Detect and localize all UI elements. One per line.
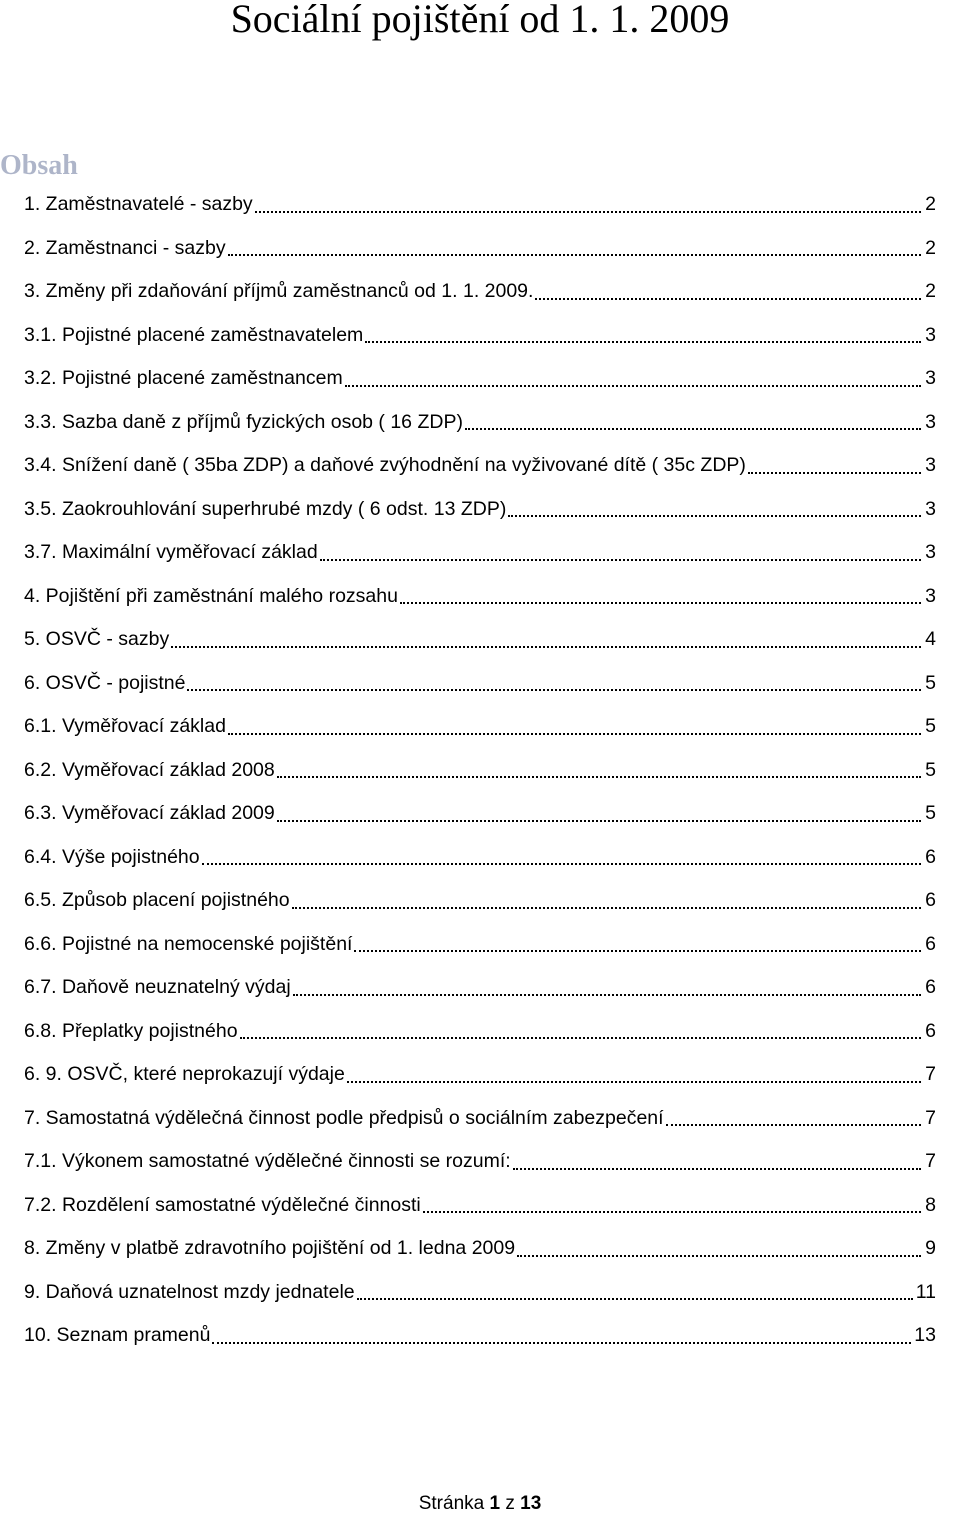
toc-entry[interactable]: [24, 792, 960, 836]
toc-dot-leader: [535, 282, 921, 302]
toc-entry[interactable]: [24, 227, 960, 271]
toc-entry[interactable]: [24, 1314, 960, 1358]
toc-entry-page-number: 3: [925, 323, 936, 346]
toc-entry-page-number: 5: [925, 671, 936, 694]
toc-entry-label: 2. Zaměstnanci - sazby: [24, 236, 226, 259]
toc-dot-leader: [357, 1282, 913, 1302]
toc-dot-leader: [354, 934, 921, 954]
toc-entry-label: 6.3. Vyměřovací základ 2009: [24, 802, 275, 825]
toc-entry-label: 3.4. Snížení daně ( 35ba ZDP) a daňové zvýhodnění na vyživované dítě ( 35c ZDP): [24, 454, 746, 477]
toc-entry[interactable]: [24, 1097, 960, 1141]
toc-entry[interactable]: [24, 662, 960, 706]
toc-entry[interactable]: [24, 836, 960, 880]
toc-entry[interactable]: [24, 270, 960, 314]
toc-entry-page-number: 8: [925, 1193, 936, 1216]
toc-entry[interactable]: [24, 183, 960, 227]
toc-dot-leader: [187, 673, 921, 693]
document-title: Sociální pojištění od 1. 1. 2009: [230, 0, 730, 41]
toc-entry[interactable]: [24, 705, 960, 749]
toc-dot-leader: [212, 1326, 911, 1346]
toc-entry[interactable]: [24, 749, 960, 793]
toc-entry[interactable]: [24, 531, 960, 575]
toc-dot-leader: [748, 456, 921, 476]
toc-entry[interactable]: [24, 401, 960, 445]
toc-entry-page-number: 5: [925, 758, 936, 781]
toc-dot-leader: [365, 325, 921, 345]
toc-entry-page-number: 6: [925, 1019, 936, 1042]
toc-dot-leader: [228, 717, 921, 737]
toc-entry-page-number: 7: [925, 1063, 936, 1086]
toc-entry-label: 6.5. Způsob placení pojistného: [24, 889, 290, 912]
toc-entry-label: 3.3. Sazba daně z příjmů fyzických osob ( 16 ZDP): [24, 410, 463, 433]
toc-entry-label: 3.2. Pojistné placené zaměstnancem: [24, 367, 343, 390]
toc-entry-page-number: 5: [925, 715, 936, 738]
toc-entry-page-number: 6: [925, 932, 936, 955]
toc-dot-leader: [400, 586, 921, 606]
toc-entry-label: 6.4. Výše pojistného: [24, 845, 200, 868]
toc-entry[interactable]: [24, 575, 960, 619]
toc-entry-page-number: 5: [925, 802, 936, 825]
toc-entry-label: 3.5. Zaokrouhlování superhrubé mzdy ( 6 odst. 13 ZDP): [24, 497, 507, 520]
toc-entry[interactable]: [24, 444, 960, 488]
footer-separator: z: [505, 1493, 515, 1514]
table-of-contents: [24, 183, 960, 1358]
toc-entry-page-number: 3: [925, 367, 936, 390]
toc-dot-leader: [171, 630, 921, 650]
toc-entry[interactable]: [24, 1184, 960, 1228]
toc-entry-label: 7.1. Výkonem samostatné výdělečné činnosti se rozumí:: [24, 1150, 511, 1173]
toc-dot-leader: [202, 847, 921, 867]
toc-entry-page-number: 2: [925, 236, 936, 259]
toc-entry[interactable]: [24, 923, 960, 967]
toc-entry-label: 6. OSVČ - pojistné: [24, 671, 186, 694]
toc-dot-leader: [423, 1195, 921, 1215]
toc-dot-leader: [465, 412, 921, 432]
toc-entry-label: 3. Změny při zdaňování příjmů zaměstnanců od 1. 1. 2009.: [24, 280, 534, 303]
toc-entry-label: 4. Pojištění při zaměstnání malého rozsahu: [24, 584, 398, 607]
toc-entry-page-number: 7: [925, 1150, 936, 1173]
toc-entry-page-number: 3: [925, 454, 936, 477]
toc-entry-page-number: 9: [925, 1237, 936, 1260]
toc-entry[interactable]: [24, 966, 960, 1010]
toc-entry-page-number: 3: [925, 584, 936, 607]
toc-entry-page-number: 6: [925, 976, 936, 999]
toc-entry-page-number: 3: [925, 541, 936, 564]
footer-current-page: 1: [489, 1493, 501, 1514]
toc-entry[interactable]: [24, 1227, 960, 1271]
toc-entry-label: 6.1. Vyměřovací základ: [24, 715, 226, 738]
toc-dot-leader: [513, 1152, 921, 1172]
toc-entry-label: 9. Daňová uznatelnost mzdy jednatele: [24, 1280, 355, 1303]
toc-entry[interactable]: [24, 357, 960, 401]
page-footer: [0, 1492, 960, 1516]
toc-entry[interactable]: [24, 488, 960, 532]
toc-entry-label: 6.7. Daňově neuznatelný výdaj: [24, 976, 291, 999]
toc-dot-leader: [508, 499, 921, 519]
toc-entry-label: 6.8. Přeplatky pojistného: [24, 1019, 238, 1042]
toc-dot-leader: [293, 978, 921, 998]
toc-entry-page-number: 3: [925, 410, 936, 433]
toc-dot-leader: [320, 543, 921, 563]
toc-entry-page-number: 3: [925, 497, 936, 520]
toc-entry-label: 3.7. Maximální vyměřovací základ: [24, 541, 318, 564]
toc-entry-label: 1. Zaměstnavatelé - sazby: [24, 193, 253, 216]
footer-prefix: Stránka: [418, 1493, 485, 1514]
toc-dot-leader: [345, 369, 921, 389]
toc-dot-leader: [277, 760, 921, 780]
toc-entry-label: 6.2. Vyměřovací základ 2008: [24, 758, 275, 781]
toc-entry[interactable]: [24, 1053, 960, 1097]
toc-dot-leader: [666, 1108, 921, 1128]
toc-dot-leader: [292, 891, 921, 911]
toc-entry-label: 7.2. Rozdělení samostatné výdělečné činnosti: [24, 1193, 421, 1216]
toc-heading: Obsah: [0, 150, 78, 181]
toc-dot-leader: [517, 1239, 921, 1259]
toc-entry-page-number: 6: [925, 845, 936, 868]
toc-dot-leader: [255, 195, 921, 215]
toc-entry-page-number: 6: [925, 889, 936, 912]
toc-entry[interactable]: [24, 618, 960, 662]
toc-entry-page-number: 2: [925, 280, 936, 303]
toc-entry-page-number: 7: [925, 1106, 936, 1129]
toc-entry[interactable]: [24, 1140, 960, 1184]
toc-entry[interactable]: [24, 1271, 960, 1315]
toc-dot-leader: [228, 238, 921, 258]
toc-dot-leader: [240, 1021, 921, 1041]
toc-entry-label: 3.1. Pojistné placené zaměstnavatelem: [24, 323, 364, 346]
toc-entry-label: 6.6. Pojistné na nemocenské pojištění: [24, 932, 353, 955]
toc-entry-label: 10. Seznam pramenů: [24, 1324, 211, 1347]
toc-dot-leader: [277, 804, 921, 824]
toc-entry[interactable]: [24, 879, 960, 923]
toc-entry-page-number: 2: [925, 193, 936, 216]
toc-entry-page-number: 11: [915, 1280, 936, 1303]
toc-entry-page-number: 13: [914, 1324, 936, 1347]
toc-entry[interactable]: [24, 1010, 960, 1054]
toc-entry-label: 8. Změny v platbě zdravotního pojištění od 1. ledna 2009: [24, 1237, 516, 1260]
toc-entry-label: 5. OSVČ - sazby: [24, 628, 170, 651]
toc-entry-label: 7. Samostatná výdělečná činnost podle předpisů o sociálním zabezpečení: [24, 1106, 664, 1129]
toc-dot-leader: [347, 1065, 921, 1085]
toc-entry-label: 6. 9. OSVČ, které neprokazují výdaje: [24, 1063, 345, 1086]
footer-total-pages: 13: [520, 1493, 542, 1514]
toc-entry-page-number: 4: [925, 628, 936, 651]
toc-entry[interactable]: [24, 314, 960, 358]
